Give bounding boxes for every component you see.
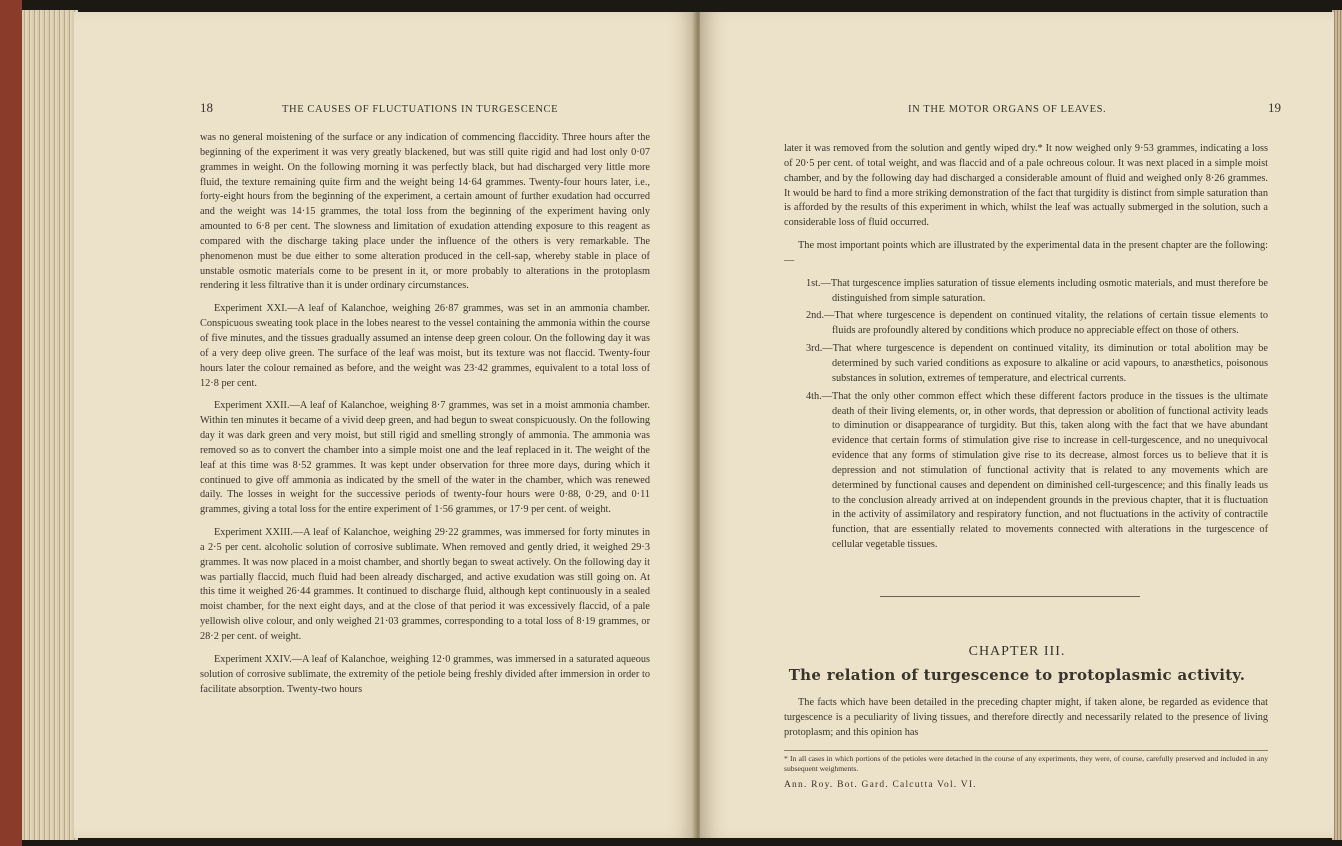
- right-page-number: 19: [1268, 100, 1281, 115]
- list-item: 2nd.—That where turgescence is dependent on continued vitality, the relations of certain tissue elements to fluids are profoundly altered by conditions which produce no appreciable effect on those of others.: [806, 310, 1268, 337]
- right-running-head: IN THE MOTOR ORGANS OF LEAVES.: [908, 104, 1107, 115]
- paragraph: The facts which have been detailed in the preceding chapter might, if taken alone, be regarded as evidence that turgescence is a peculiarity of living tissues, and therefore directly and necessarily related to the presence of living protoplasm; and this opinion has: [784, 697, 1268, 738]
- chapter-subtitle: The relation of turgescence to protoplasmic activity.: [788, 666, 1246, 684]
- section-divider: [880, 596, 1140, 597]
- page-edges-left: [22, 10, 78, 840]
- list-item: 1st.—That turgescence implies saturation of tissue elements including osmotic materials, and must therefore be distinguished from simple saturation.: [806, 277, 1268, 304]
- paragraph: Experiment XXI.—A leaf of Kalanchoe, weighing 26·87 grammes, was set in an ammonia chamber. Conspicuous sweating took place in the lobes nearest to the vessel containing the ammonia within the course of five minutes, and the tissues gradually assumed an intense deep green colour. On the following day it was of a very deep olive green. The surface of the leaf was moist, but its texture was not flaccid. Twenty-four hours later the colour remained as before, and the weight was 23·42 grammes, equivalent to a total loss of 12·8 per cent.: [200, 303, 650, 389]
- paragraph: later it was removed from the solution and gently wiped dry.* It now weighed only 9·53 grammes, indicating a loss of 20·5 per cent. of total weight, and was flaccid and of a pale ochreous colour. It was next placed in a simple moist chamber, and by the following day had discharged a considerable amount of fluid and weighed only 8·26 grammes. It would be hard to find a more striking demonstration of the fact that turgidity is distinct from simple saturation than is afforded by the results of this experiment in which, whilst the leaf was actually submerged in the solution, such a considerable loss of fluid occurred.: [784, 143, 1268, 229]
- page-footer: Ann. Roy. Bot. Gard. Calcutta Vol. VI.: [784, 780, 977, 790]
- footnote-rule: [784, 750, 1268, 751]
- left-body-text: [200, 131, 650, 705]
- footnote: * In all cases in which portions of the petioles were detached in the course of any experiments, they were, of course, carefully preserved and included in any subsequent weighments.: [784, 754, 1268, 773]
- list-item: 4th.—That the only other common effect which these different factors produce in the tissues is the ultimate death of their living elements, or, in other words, that depression or abolition of functional activity leads to diminution or disappearance of turgidity. But this, taken along with the fact that we have abundant evidence that certain forms of stimulation give rise to increase in cell-turgescence, and no unequivocal evidence that any forms of stimulation give rise to its decrease, almost forces us to believe that it is depression and not stimulation of functional activity that is related to any movements which are determined by functional causes and dependent on diminished cell-turgescence; and this finally leads us to the conclusion already arrived at on independent grounds in the previous chapter, that it is fluctuation in the activity of assimilatory and respiratory function, and not fluctuations in the activity of contractile function, that are essentially related to movements connected with alterations in the turgescence of cellular vegetable tissues.: [806, 390, 1268, 551]
- paragraph: The most important points which are illustrated by the experimental data in the present chapter are the following:—: [784, 240, 1268, 266]
- paragraph: Experiment XXIV.—A leaf of Kalanchoe, weighing 12·0 grammes, was immersed in a saturated aqueous solution of corrosive sublimate, the extremity of the petiole being freshly divided after immersion in order to facilitate absorption. Twenty-two hours: [200, 653, 650, 695]
- left-page-number: 18: [200, 100, 213, 115]
- right-body-text: [784, 142, 1268, 559]
- list-item: 3rd.—That where turgescence is dependent on continued vitality, its diminution or total abolition may be determined by such varied conditions as exposure to alkaline or acid vapours, to anæsthetics, poisonous substances in solution, extremes of temperature, and electrical currents.: [806, 343, 1268, 384]
- left-page: [74, 12, 696, 838]
- paragraph: was no general moistening of the surface or any indication of commencing flaccidity. Three hours after the beginning of the experiment it was very greatly blackened, but was still quite rigid and had lost only 0·07 grammes in weight. On the following morning it was perfectly black, but had discharged very little more fluid, the texture remaining quite firm and the weight being 14·64 grammes. Twenty-four hours later, i.e., forty-eight hours from the beginning of the experiment, a certain amount of further exudation had occurred and the weight was 14·15 grammes, the total loss from the beginning of the experiment having only amounted to 6·8 per cent. The slowness and limitation of exudation attending exposure to this reagent as compared with the discharge taking place under the influence of the others is very remarkable. The phenomenon must be due either to some alteration produced in the cell-sap, whereby stable in place of unstable osmotic materials come to be present in it, or more probably to alterations in the protoplasm rendering it less filtrative than it is under ordinary circumstances.: [200, 132, 650, 292]
- chapter-body-text: [784, 696, 1268, 749]
- paragraph: Experiment XXII.—A leaf of Kalanchoe, weighing 8·7 grammes, was set in a moist ammonia chamber. Within ten minutes it became of a vivid deep green, and had begun to sweat conspicuously. On the following day it was dark green and very moist, but still rigid and smelling strongly of ammonia. The ammonia was removed so as to convert the chamber into a simple moist one and the leaf replaced in it. The weight of the leaf at this time was 8·52 grammes. It was kept under observation for three more days, during which it continued to give off ammonia as indicated by the smell of the water in the chamber, which was renewed daily. The losses in weight for the successive periods of twenty-four hours were 0·88, 0·29, and 0·11 grammes, giving a total loss for the entire experiment of 1·56 grammes, or 17·9 per cent. of weight.: [200, 400, 650, 516]
- conclusions-list: [784, 277, 1268, 553]
- book-cover-edge: [0, 0, 22, 846]
- right-page: [700, 12, 1334, 838]
- chapter-title: CHAPTER III.: [968, 644, 1066, 659]
- paragraph: Experiment XXIII.—A leaf of Kalanchoe, weighing 29·22 grammes, was immersed for forty minutes in a 2·5 per cent. alcoholic solution of corrosive sublimate. When removed and gently dried, it weighed 29·3 grammes. It was now placed in a moist chamber, and shortly began to sweat actively. On the following day it was partially flaccid, much fluid had been already discharged, and active exudation was still going on. At this time it weighed 26·44 grammes. It continued to discharge fluid, although kept continuously in a sealed moist chamber, for the next eight days, and at the close of that period it was excessively flaccid, of a pale yellowish olive colour, and only weighed 21·03 grammes, corresponding to a total loss of 8·19 grammes, or 28·2 per cent. of weight.: [200, 527, 650, 642]
- left-running-head: THE CAUSES OF FLUCTUATIONS IN TURGESCENCE: [282, 104, 559, 115]
